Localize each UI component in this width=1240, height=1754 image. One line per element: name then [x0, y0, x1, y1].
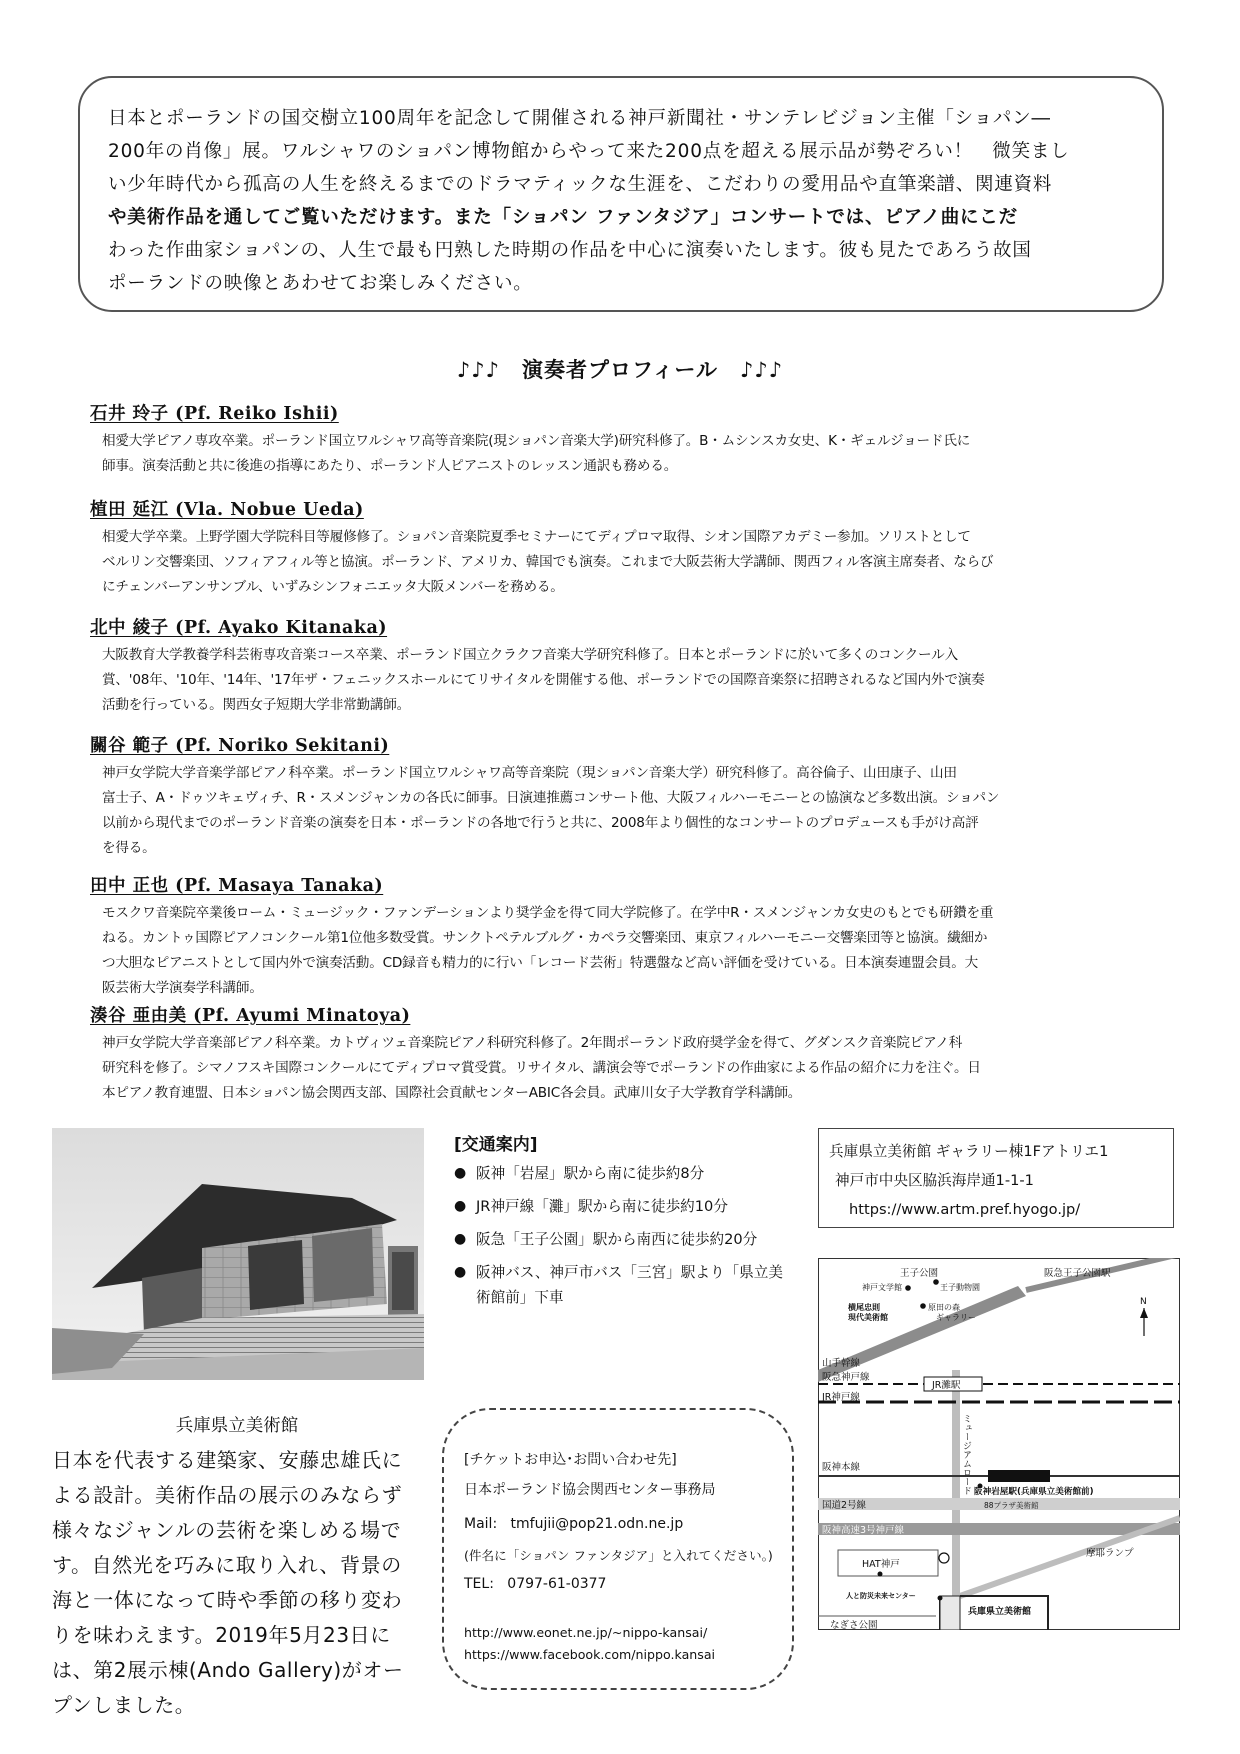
performer	[88, 872, 1168, 1001]
contact-note: (件名に「ショパン ファンタジア」と入れてください。)	[464, 1548, 773, 1563]
map-label: 88プラザ美術館	[984, 1501, 1039, 1510]
performer-bio	[102, 1031, 1168, 1106]
mail-address[interactable]: tmfujii@pop21.odn.ne.jp	[510, 1516, 684, 1532]
access-item: ● 阪急「王子公園」駅から南西に徒歩約20分	[454, 1227, 794, 1252]
map-label: 人と防災未来センター	[846, 1592, 916, 1600]
bio-line: を得る。	[102, 840, 156, 856]
map-label: 兵庫県立美術館	[968, 1607, 1032, 1617]
performer	[88, 496, 1168, 600]
bio-line: ねる。カントゥ国際ピアノコンクール第1位他多数受賞。サンクトペテルブルグ・カペラ交響楽団、東京フィルハーモニー交響楽団等と協演。繊細か	[102, 930, 988, 946]
map-dot	[905, 1285, 911, 1291]
map-label: 王子公園	[900, 1268, 939, 1279]
bio-line: 阪芸術大学演奏学科講師。	[102, 980, 263, 996]
bio-line: 師事。演奏活動と共に後進の指導にあたり、ポーランド人ピアニストのレッスン通訳も務める。	[102, 458, 678, 474]
bio-line: 相愛大学ピアノ専攻卒業。ポーランド国立ワルシャワ高等音楽院(現ショパン音楽大学)研究科修了。B・ムシンスカ女史、K・ギェルジョード氏に	[102, 433, 971, 449]
performer	[88, 1002, 1168, 1106]
map-dot	[938, 1596, 943, 1601]
access-map	[818, 1258, 1180, 1630]
contact-organization: 日本ポーランド協会関西センター事務局	[464, 1482, 716, 1498]
contact-tel	[464, 1572, 776, 1596]
performer-name: 田中 正也 (Pf. Masaya Tanaka)	[90, 876, 384, 896]
performer-bio	[102, 643, 1168, 718]
bio-line: 活動を行っている。関西女子短期大学非常勤講師。	[102, 697, 411, 713]
performer-bio	[102, 761, 1168, 861]
tel-label: TEL:	[464, 1576, 494, 1592]
venue-url[interactable]: https://www.artm.pref.hyogo.jp/	[849, 1201, 1081, 1218]
performer	[88, 732, 1168, 861]
map-label: 阪急王子公園駅	[1044, 1268, 1111, 1279]
intro-line: 日本とポーランドの国交樹立100周年を記念して開催される神戸新聞社・サンテレビジョン主催「ショパン―	[108, 108, 1051, 129]
intro-line: い少年時代から孤高の人生を終えるまでのドラマティックな生涯を、こだわりの愛用品や直筆楽譜、関連資料	[108, 174, 1053, 195]
mail-label: Mail:	[464, 1516, 498, 1532]
contact-title: [チケットお申込･お問い合わせ先]	[464, 1452, 677, 1468]
performer	[88, 614, 1168, 718]
map-label: 横尾忠則	[848, 1303, 880, 1312]
performer-name: 石井 玲子 (Pf. Reiko Ishii)	[90, 404, 339, 424]
facebook-link[interactable]: https://www.facebook.com/nippo.kansai	[464, 1647, 716, 1662]
intro-line: ポーランドの映像とあわせてお楽しみください。	[108, 273, 533, 294]
map-iwaya-station	[988, 1470, 1050, 1482]
access-item: ● 阪神「岩屋」駅から南に徒歩約8分	[454, 1161, 794, 1186]
performer-bio	[102, 901, 1168, 1001]
map-label: ギャラリー	[936, 1313, 976, 1322]
contact-mail	[464, 1512, 776, 1536]
museum-description: 日本を代表する建築家、安藤忠雄氏による設計。美術作品の展示のみならず様々なジャンルの芸術を楽しめる場です。自然光を巧みに取り入れ、背景の海と一体になって時や季節の移り変わりを味わえます。2019年5月23日には、第2展示棟(Ando Gallery)がオープンしました。	[52, 1448, 404, 1717]
bio-line: 大阪教育大学教養学科芸術専攻音楽コース卒業、ポーランド国立クラクフ音楽大学研究科修了。日本とポーランドに於いて多くのコンクール入	[102, 647, 958, 663]
profile-heading: ♪♪♪ 演奏者プロフィール ♪♪♪	[456, 358, 784, 382]
access-list	[454, 1161, 794, 1310]
map-label: JR灘駅	[932, 1380, 961, 1391]
access-info	[454, 1130, 794, 1318]
performer-name: 關谷 範子 (Pf. Noriko Sekitani)	[90, 736, 390, 756]
map-label: 現代美術館	[848, 1313, 888, 1322]
intro-box	[78, 76, 1164, 312]
map-dot	[920, 1303, 926, 1309]
map-label: N	[1140, 1297, 1147, 1307]
map-dot	[878, 1572, 883, 1577]
bio-line: 賞、'08年、'10年、'14年、'17年ザ・フェニックスホールにてリサイタルを開催する他、ポーランドでの国際音楽祭に招聘されるなど国内外で演奏	[102, 672, 985, 688]
bio-line: 神戸女学院大学音楽学部ピアノ科卒業。ポーランド国立ワルシャワ高等音楽院（現ショパン音楽大学）研究科修了。高谷倫子、山田康子、山田	[102, 765, 957, 781]
intro-line: や美術作品を通してご覧いただけます。また「ショパン ファンタジア」コンサートでは、ピアノ曲にこだ	[108, 207, 1018, 228]
tel-number[interactable]: 0797-61-0377	[507, 1576, 607, 1592]
map-label: 山手幹線	[822, 1358, 861, 1369]
map-label: 原田の森	[928, 1303, 960, 1312]
bio-line: にチェンバーアンサンブル、いずみシンフォニエッタ大阪メンバーを務める。	[102, 579, 564, 595]
map-label: HAT神戸	[862, 1559, 900, 1570]
museum-photo	[52, 1128, 424, 1380]
bio-line: 研究科を修了。シマノフスキ国際コンクールにてディプロマ賞受賞。リサイタル、講演会等でポーランドの作曲家による作品の紹介に力を注ぐ。日	[102, 1060, 981, 1076]
map-label: 王子動物園	[940, 1283, 980, 1292]
bio-line: 富士子、A・ドゥツキェヴィチ、R・スメンジャンカの各氏に師事。日演連推薦コンサート他、大阪フィルハーモニーとの協演など多数出演。ショパン	[102, 790, 1000, 806]
performer	[88, 400, 1168, 479]
map-label: 阪神本線	[822, 1462, 861, 1473]
access-title: [交通案内]	[454, 1135, 538, 1155]
intro-line: わった作曲家ショパンの、人生で最も円熟した時期の作品を中心に演奏いたします。彼も見たであろう故国	[108, 240, 1032, 261]
access-item: ● 阪神バス、神戸市バス「三宮」駅より「県立美術館前」下車	[454, 1260, 794, 1310]
venue-address: 神戸市中央区脇浜海岸通1-1-1	[835, 1172, 1034, 1189]
performer-name: 植田 延江 (Vla. Nobue Ueda)	[90, 500, 364, 520]
website-link[interactable]: http://www.eonet.ne.jp/~nippo-kansai/	[464, 1625, 708, 1640]
map-dot	[933, 1279, 939, 1285]
intro-line: 200年の肖像」展。ワルシャワのショパン博物館からやって来た200点を超える展示品が勢ぞろい！ 微笑まし	[108, 141, 1070, 162]
map-label: なぎさ公園	[830, 1620, 878, 1630]
map-label: 阪神高速3号神戸線	[822, 1525, 905, 1536]
contact-box	[442, 1408, 794, 1690]
map-label: 摩耶ランプ	[1086, 1548, 1134, 1559]
access-item: ● JR神戸線「灘」駅から南に徒歩約10分	[454, 1194, 794, 1219]
bio-line: つ大胆なピアニストとして国内外で演奏活動。CD録音も精力的に行い「レコード芸術」特選盤など高い評価を受けている。日本演奏連盟会員。大	[102, 955, 979, 971]
map-label: 阪神岩屋駅(兵庫県立美術館前)	[974, 1487, 1094, 1497]
performer-bio	[102, 429, 1168, 479]
map-label: 阪急神戸線	[822, 1372, 870, 1383]
performer-name: 北中 綾子 (Pf. Ayako Kitanaka)	[90, 618, 388, 638]
bio-line: 神戸女学院大学音楽部ピアノ科卒業。カトヴィツェ音楽院ピアノ科研究科修了。2年間ポーランド政府奨学金を得て、グダンスク音楽院ピアノ科	[102, 1035, 963, 1051]
museum-title: 兵庫県立美術館	[175, 1416, 299, 1436]
bio-line: 以前から現代までのポーランド音楽の演奏を日本・ポーランドの各地で行うと共に、2008年より個性的なコンサートのプロデュースも手がけ高評	[102, 815, 979, 831]
map-label: 神戸文学館	[862, 1283, 902, 1292]
map-label: 国道2号線	[822, 1500, 867, 1511]
venue-name: 兵庫県立美術館 ギャラリー棟1Fアトリエ1	[829, 1143, 1109, 1160]
map-label: JR神戸線	[822, 1392, 860, 1403]
bio-line: モスクワ音楽院卒業後ローム・ミュージック・ファンデーションより奨学金を得て同大学院修了。在学中R・スメンジャンカ女史のもとでも研鑽を重	[102, 905, 994, 921]
performer-bio	[102, 525, 1168, 600]
performer-name: 湊谷 亜由美 (Pf. Ayumi Minatoya)	[90, 1006, 411, 1026]
bio-line: 相愛大学卒業。上野学園大学院科目等履修修了。ショパン音楽院夏季セミナーにてディプロマ取得、シオン国際アカデミー参加。ソリストとして	[102, 529, 971, 545]
bio-line: 本ピアノ教育連盟、日本ショパン協会関西支部、国際社会貢献センターABIC各会員。武庫川女子大学教育学科講師。	[102, 1085, 802, 1101]
map-label: ミュージアムロード	[961, 1414, 971, 1495]
museum-caption	[52, 1412, 422, 1723]
address-box	[818, 1128, 1174, 1228]
bio-line: ベルリン交響楽団、ソフィアフィル等と協演。ポーランド、アメリカ、韓国でも演奏。これまで大阪芸術大学講師、関西フィル客演主席奏者、ならび	[102, 554, 994, 570]
